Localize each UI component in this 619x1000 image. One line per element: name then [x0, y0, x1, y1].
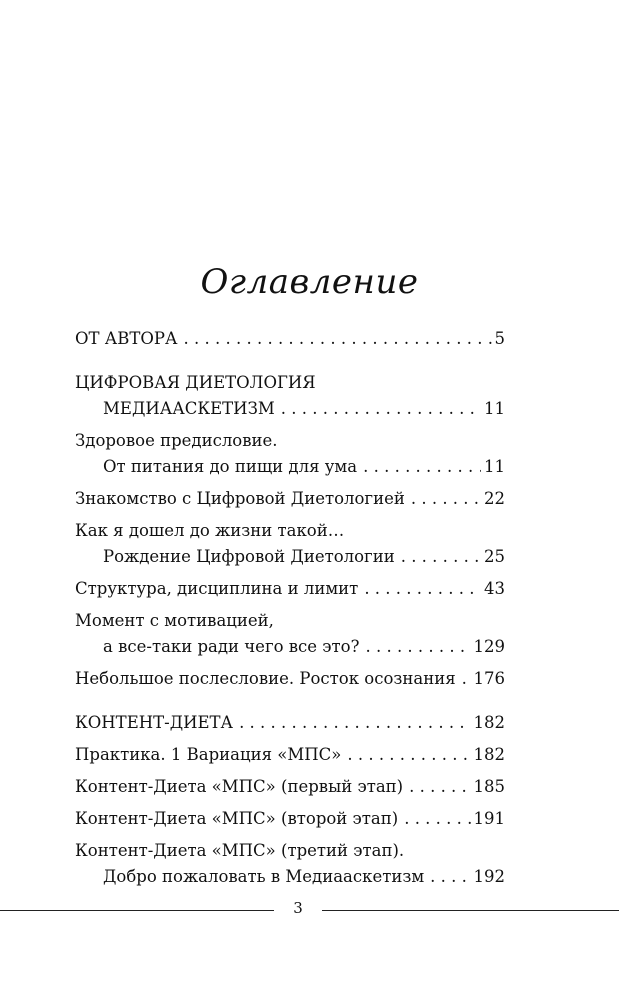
dot-leader: [430, 864, 470, 890]
toc-entry: [75, 486, 505, 512]
dot-leader: [365, 634, 470, 660]
dot-leader: [363, 454, 481, 480]
toc-entry-text: Контент-Диета «МПС» (первый этап): [75, 777, 404, 796]
table-of-contents: [75, 326, 505, 890]
dot-leader: [347, 742, 470, 768]
toc-entry: [75, 576, 505, 602]
footer-rule-right: [322, 910, 619, 911]
toc-entry: [75, 710, 505, 736]
footer-rule-left: [0, 910, 274, 911]
toc-entry: [75, 774, 505, 800]
page-title: Оглавление: [200, 262, 419, 302]
toc-entry-text: Небольшое послесловие. Росток осознания: [75, 669, 456, 688]
toc-entry-text: Здоровое предисловие.: [75, 431, 278, 450]
toc-entry-page: 43: [484, 579, 505, 598]
toc-entry-page: 182: [473, 713, 505, 732]
toc-entry: [75, 326, 505, 352]
toc-entry-text: Добро пожаловать в Медиааскетизм: [103, 867, 425, 886]
toc-entry: [75, 838, 505, 890]
toc-entry-text: МЕДИААСКЕТИЗМ: [103, 399, 275, 418]
toc-entry-page: 176: [473, 669, 505, 688]
dot-leader: [401, 544, 481, 570]
toc-entry-text: ЦИФРОВАЯ ДИЕТОЛОГИЯ: [75, 373, 316, 392]
toc-entry-text: КОНТЕНТ-ДИЕТА: [75, 713, 234, 732]
dot-leader: [411, 486, 481, 512]
dot-leader: [462, 666, 471, 692]
toc-entry-page: 5: [494, 329, 505, 348]
dot-leader: [404, 806, 470, 832]
toc-entry: [75, 518, 505, 570]
toc-entry-text: Знакомство с Цифровой Диетологией: [75, 489, 405, 508]
dot-leader: [409, 774, 470, 800]
toc-entry-text: Структура, дисциплина и лимит: [75, 579, 359, 598]
page-number: 3: [293, 899, 303, 917]
toc-entry-text: Контент-Диета «МПС» (второй этап): [75, 809, 399, 828]
toc-entry-page: 129: [473, 637, 505, 656]
toc-entry-page: 25: [484, 547, 505, 566]
toc-entry-text: Рождение Цифровой Диетологии: [103, 547, 395, 566]
toc-entry: [75, 428, 505, 480]
toc-entry-page: 191: [473, 809, 505, 828]
toc-entry-text: ОТ АВТОРА: [75, 329, 178, 348]
toc-entry-text: Контент-Диета «МПС» (третий этап).: [75, 841, 405, 860]
toc-entry: [75, 806, 505, 832]
toc-entry-page: 11: [484, 399, 505, 418]
toc-entry-page: 185: [473, 777, 505, 796]
toc-entry-page: 22: [484, 489, 505, 508]
toc-entry: [75, 742, 505, 768]
toc-entry: [75, 666, 505, 692]
toc-entry-page: 182: [473, 745, 505, 764]
toc-entry-text: а все-таки ради чего все это?: [103, 637, 360, 656]
toc-entry-text: От питания до пищи для ума: [103, 457, 358, 476]
toc-entry-page: 11: [484, 457, 505, 476]
toc-entry-text: Как я дошел до жизни такой…: [75, 521, 345, 540]
dot-leader: [239, 710, 470, 736]
dot-leader: [281, 396, 481, 422]
toc-entry-text: Практика. 1 Вариация «МПС»: [75, 745, 342, 764]
toc-entry: [75, 370, 505, 422]
toc-entry-text: Момент с мотивацией,: [75, 611, 274, 630]
toc-entry-page: 192: [473, 867, 505, 886]
dot-leader: [184, 326, 492, 352]
dot-leader: [364, 576, 481, 602]
toc-entry: [75, 608, 505, 660]
